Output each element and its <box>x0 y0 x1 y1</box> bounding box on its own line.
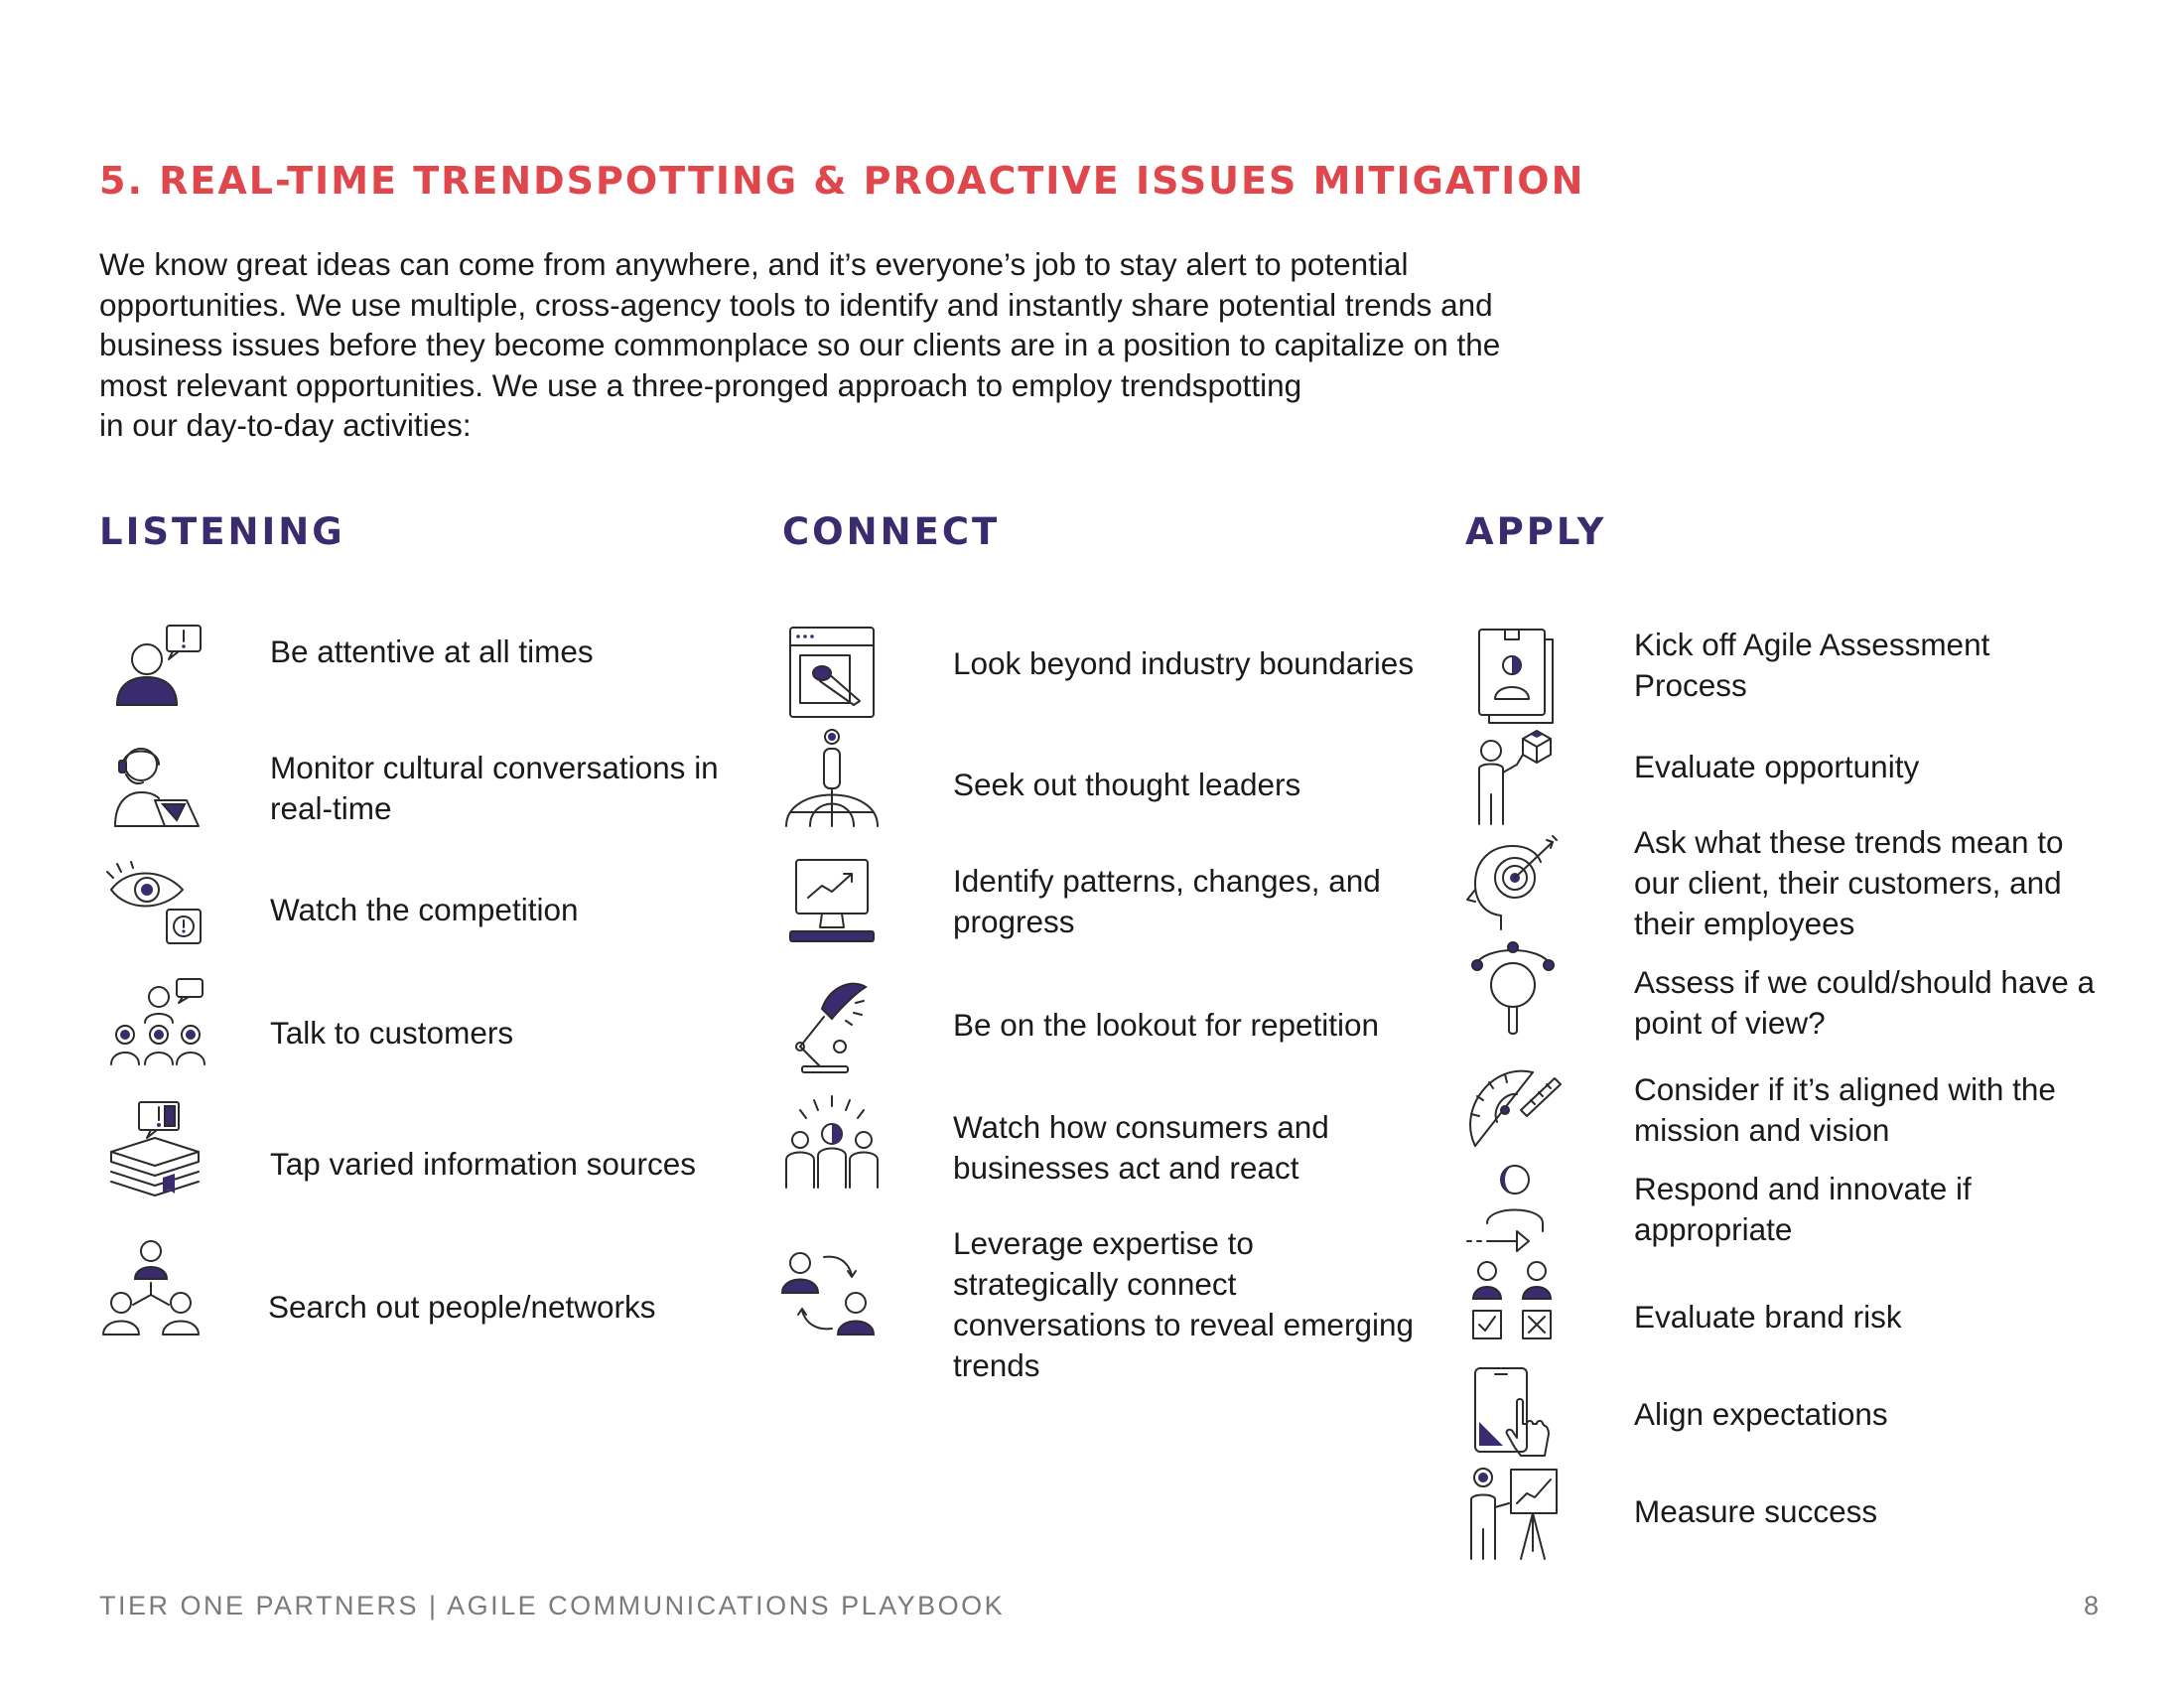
monitor-trend-icon <box>780 850 884 953</box>
desk-lamp-icon <box>780 973 884 1076</box>
person-arrow-icon <box>1461 1160 1565 1263</box>
protractor-ruler-icon <box>1461 1055 1565 1158</box>
list-item-label: Watch the competition <box>270 891 579 927</box>
connect-heading: CONNECT <box>782 510 1001 553</box>
list-item-label: Talk to customers <box>270 1014 514 1051</box>
intro-line: most relevant opportunities. We use a three-pronged approach to employ trendspotting <box>99 366 1302 403</box>
people-check-cross-icon <box>1461 1255 1565 1358</box>
list-item-label: Consider if it’s aligned with the mission and vision <box>1634 1071 2056 1148</box>
list-item-label: Search out people/networks <box>268 1288 656 1325</box>
browser-paintbrush-icon <box>780 622 884 725</box>
intro-line: in our day-to-day activities: <box>99 407 472 443</box>
eye-alert-icon <box>103 860 206 963</box>
list-item-label: Assess if we could/should have a point of view? <box>1634 964 2096 1041</box>
intro-line: opportunities. We use multiple, cross-agency tools to identify and instantly share potential trends and <box>99 286 1493 323</box>
apply-heading: APPLY <box>1465 510 1607 553</box>
phone-touch-icon <box>1461 1362 1565 1466</box>
list-item-label: Watch how consumers and businesses act and react <box>953 1109 1329 1186</box>
person-speech-alert-icon <box>103 620 206 723</box>
intro-line: We know great ideas can come from anywhere, and it’s everyone’s job to stay alert to potential <box>99 246 1409 282</box>
page-number: 8 <box>2083 1591 2099 1620</box>
person-cube-icon <box>1461 725 1565 828</box>
list-item-label: Seek out thought leaders <box>953 766 1301 802</box>
list-item-label: Be attentive at all times <box>270 633 594 669</box>
list-item-label: Evaluate opportunity <box>1634 748 1920 784</box>
magnifier-nodes-icon <box>1461 935 1565 1039</box>
book-stack-alert-icon <box>103 1098 206 1201</box>
list-item-label: Monitor cultural conversations in real-time <box>270 750 719 826</box>
list-item-label: Be on the lookout for repetition <box>953 1006 1380 1043</box>
people-exchange-icon <box>776 1243 880 1346</box>
list-item-label: Align expectations <box>1634 1395 1888 1432</box>
list-item-label: Respond and innovate if appropriate <box>1634 1171 1972 1247</box>
list-item-label: Identify patterns, changes, and progress <box>953 863 1381 939</box>
headset-laptop-icon <box>103 735 206 838</box>
intro-line: business issues before they become commonplace so our clients are in a position to capitalize on the <box>99 327 1501 362</box>
intro-paragraph <box>99 244 1608 446</box>
people-network-icon <box>99 1235 203 1338</box>
presenter-chart-icon <box>1461 1464 1565 1567</box>
list-item-label: Ask what these trends mean to our client, their customers, and their employees <box>1634 823 2064 941</box>
list-item-label: Tap varied information sources <box>270 1145 696 1182</box>
group-chat-icon <box>103 973 206 1076</box>
list-item-label: Measure success <box>1634 1492 1878 1529</box>
footer-text: TIER ONE PARTNERS | AGILE COMMUNICATIONS PLAYBOOK <box>99 1591 1006 1620</box>
list-item-label: Leverage expertise to strategically connect conversations to reveal emerging trends <box>953 1225 1414 1383</box>
list-item-label: Evaluate brand risk <box>1634 1298 1902 1335</box>
listening-heading: LISTENING <box>99 510 345 553</box>
list-item-label: Look beyond industry boundaries <box>953 644 1415 681</box>
crowd-watching-icon <box>780 1090 884 1194</box>
id-document-icon <box>1461 624 1565 727</box>
head-target-icon <box>1461 830 1565 933</box>
person-on-globe-icon <box>780 727 884 830</box>
section-title: 5. REAL-TIME TRENDSPOTTING & PROACTIVE ISSUES MITIGATION <box>99 159 1585 203</box>
list-item-label: Kick off Agile Assessment Process <box>1634 627 1990 703</box>
